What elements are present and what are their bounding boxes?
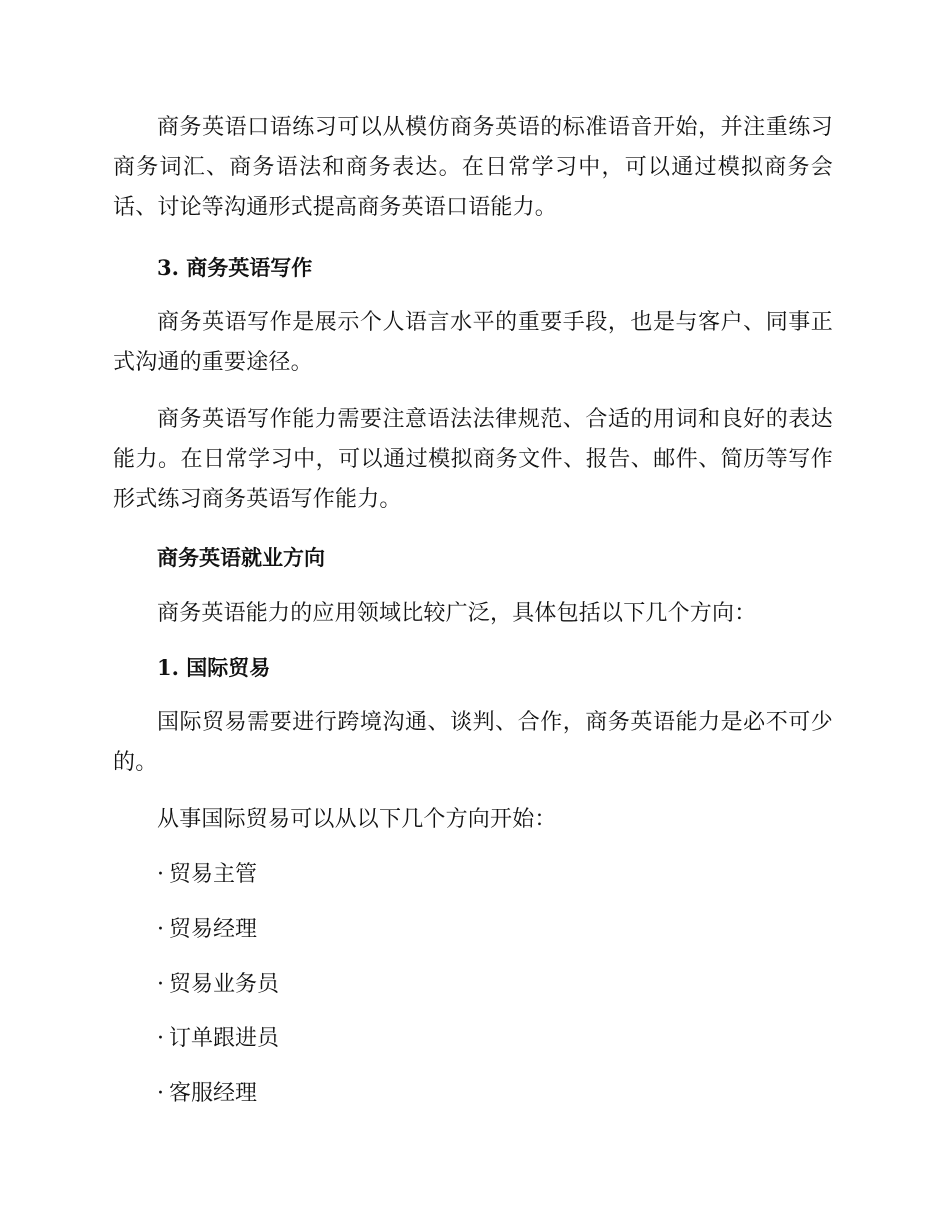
list-item [157, 1074, 257, 1114]
paragraph-career-intro: 商务英语能力的应用领域比较广泛，具体包括以下几个方向： [157, 601, 757, 626]
paragraph-writing-skills: 商务英语写作能力需要注意语法法律规范、合适的用词和良好的表达能力。在日常学习中，可以通过模拟商务文件、报告、邮件、简历等写作形式练习商务英语写作能力。 [113, 407, 833, 512]
list-item-label: 贸易经理 [169, 917, 258, 942]
list-item-label: 贸易业务员 [169, 972, 280, 997]
paragraph-speaking-practice: 商务英语口语练习可以从模仿商务英语的标准语音开始，并注重练习商务词汇、商务语法和商务表达。在日常学习中，可以通过模拟商务会话、讨论等沟通形式提高商务英语口语能力。 [113, 115, 833, 220]
bullet-dot: · [157, 972, 164, 997]
list-item-label: 客服经理 [169, 1081, 258, 1106]
heading-business-writing: 3. 商务英语写作 [157, 255, 313, 280]
list-item-label: 贸易主管 [169, 862, 258, 887]
bullet-dot: · [157, 862, 164, 887]
list-item [157, 965, 279, 1005]
paragraph-trade-start: 从事国际贸易可以从以下几个方向开始： [157, 807, 557, 832]
bullet-dot: · [157, 917, 164, 942]
list-item [157, 1019, 279, 1059]
paragraph-writing-importance: 商务英语写作是展示个人语言水平的重要手段，也是与客户、同事正式沟通的重要途径。 [113, 310, 833, 375]
bullet-dot: · [157, 1081, 164, 1106]
list-item [157, 910, 257, 950]
heading-career-directions: 商务英语就业方向 [157, 545, 325, 570]
list-item-label: 订单跟进员 [169, 1026, 280, 1051]
list-item [157, 855, 257, 895]
bullet-dot: · [157, 1026, 164, 1051]
paragraph-trade-need: 国际贸易需要进行跨境沟通、谈判、合作，商务英语能力是必不可少的。 [113, 710, 833, 775]
heading-international-trade: 1. 国际贸易 [157, 655, 271, 680]
